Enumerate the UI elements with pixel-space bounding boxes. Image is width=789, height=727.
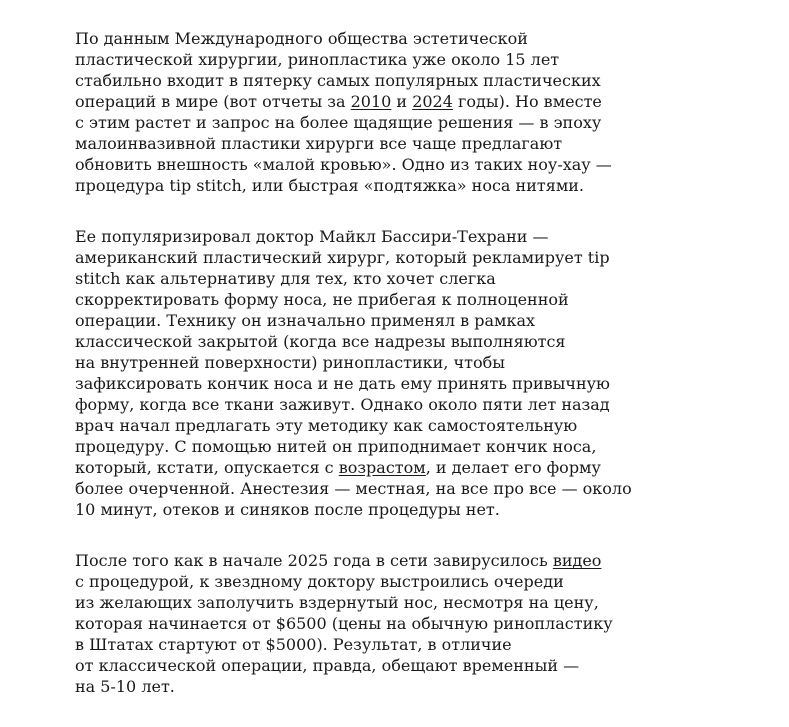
text-line xyxy=(75,133,675,154)
text-segment: на 5-10 лет. xyxy=(75,677,175,696)
text-line xyxy=(75,175,675,196)
text-line xyxy=(75,373,675,394)
text-segment: в Штатах стартуют от $5000). Результат, в отличие xyxy=(75,635,512,654)
text-line xyxy=(75,49,675,70)
text-segment: форму, когда все ткани заживут. Однако около пяти лет назад xyxy=(75,395,610,414)
text-segment: который, кстати, опускается с xyxy=(75,458,339,477)
text-segment: из желающих заполучить вздернутый нос, несмотря на цену, xyxy=(75,593,599,612)
text-segment: малоинвазивной пластики хирурги все чаще предлагают xyxy=(75,134,563,153)
text-line xyxy=(75,91,675,112)
text-segment: на внутренней поверхности) ринопластики, чтобы xyxy=(75,353,505,372)
text-segment: скорректировать форму носа, не прибегая к полноценной xyxy=(75,290,569,309)
text-segment: процедура tip stitch, или быстрая «подтяжка» носа нитями. xyxy=(75,176,585,195)
inline-link[interactable]: видео xyxy=(552,551,602,570)
text-line xyxy=(75,655,675,676)
text-segment: 10 минут, отеков и синяков после процедуры нет. xyxy=(75,500,500,519)
text-line xyxy=(75,634,675,655)
text-segment: обновить внешность «малой кровью». Одно из таких ноу-хау — xyxy=(75,155,612,174)
text-line xyxy=(75,592,675,613)
text-line xyxy=(75,28,675,49)
text-line xyxy=(75,310,675,331)
article-body xyxy=(75,28,675,727)
inline-link[interactable]: 2010 xyxy=(350,92,392,111)
text-line xyxy=(75,676,675,697)
text-segment: stitch как альтернативу для тех, кто хочет слегка xyxy=(75,269,496,288)
text-segment: американский пластический хирург, который рекламирует tip xyxy=(75,248,610,267)
text-segment: операций в мире (вот отчеты за xyxy=(75,92,351,111)
text-segment: Ее популяризировал доктор Майкл Бассири-Техрани — xyxy=(75,227,549,246)
text-line xyxy=(75,550,675,571)
text-segment: стабильно входит в пятерку самых популярных пластических xyxy=(75,71,601,90)
text-line xyxy=(75,478,675,499)
text-line xyxy=(75,457,675,478)
inline-link[interactable]: 2024 xyxy=(412,92,453,111)
text-segment: операции. Технику он изначально применял в рамках xyxy=(75,311,536,330)
text-segment: , и делает его форму xyxy=(425,458,601,477)
article-paragraph xyxy=(75,226,675,520)
text-segment: с этим растет и запрос на более щадящие решения — в эпоху xyxy=(75,113,602,132)
text-line xyxy=(75,226,675,247)
text-line xyxy=(75,499,675,520)
text-line xyxy=(75,268,675,289)
text-line xyxy=(75,154,675,175)
text-segment: которая начинается от $6500 (цены на обычную ринопластику xyxy=(75,614,613,633)
text-segment: классической закрытой (когда все надрезы выполняются xyxy=(75,332,566,351)
article-paragraph xyxy=(75,28,675,196)
text-line xyxy=(75,613,675,634)
text-line xyxy=(75,112,675,133)
text-line xyxy=(75,571,675,592)
text-line xyxy=(75,352,675,373)
text-segment: зафиксировать кончик носа и не дать ему принять привычную xyxy=(75,374,610,393)
text-segment: и xyxy=(391,92,413,111)
text-segment: более очерченной. Анестезия — местная, на все про все — около xyxy=(75,479,632,498)
text-line xyxy=(75,247,675,268)
text-line xyxy=(75,415,675,436)
text-segment: годы). Но вместе xyxy=(452,92,602,111)
article-paragraph xyxy=(75,550,675,697)
text-segment: процедуру. С помощью нитей он приподнимает кончик носа, xyxy=(75,437,597,456)
text-segment: По данным Международного общества эстетической xyxy=(75,29,528,48)
text-line xyxy=(75,394,675,415)
text-line xyxy=(75,331,675,352)
text-segment: с процедурой, к звездному доктору выстроились очереди xyxy=(75,572,564,591)
text-line xyxy=(75,436,675,457)
text-segment: от классической операции, правда, обещают временный — xyxy=(75,656,580,675)
text-segment: После того как в начале 2025 года в сети завирусилось xyxy=(75,551,553,570)
text-line xyxy=(75,289,675,310)
text-segment: пластической хирургии, ринопластика уже около 15 лет xyxy=(75,50,560,69)
text-segment: врач начал предлагать эту методику как самостоятельную xyxy=(75,416,578,435)
inline-link[interactable]: возрастом xyxy=(338,458,426,477)
text-line xyxy=(75,70,675,91)
